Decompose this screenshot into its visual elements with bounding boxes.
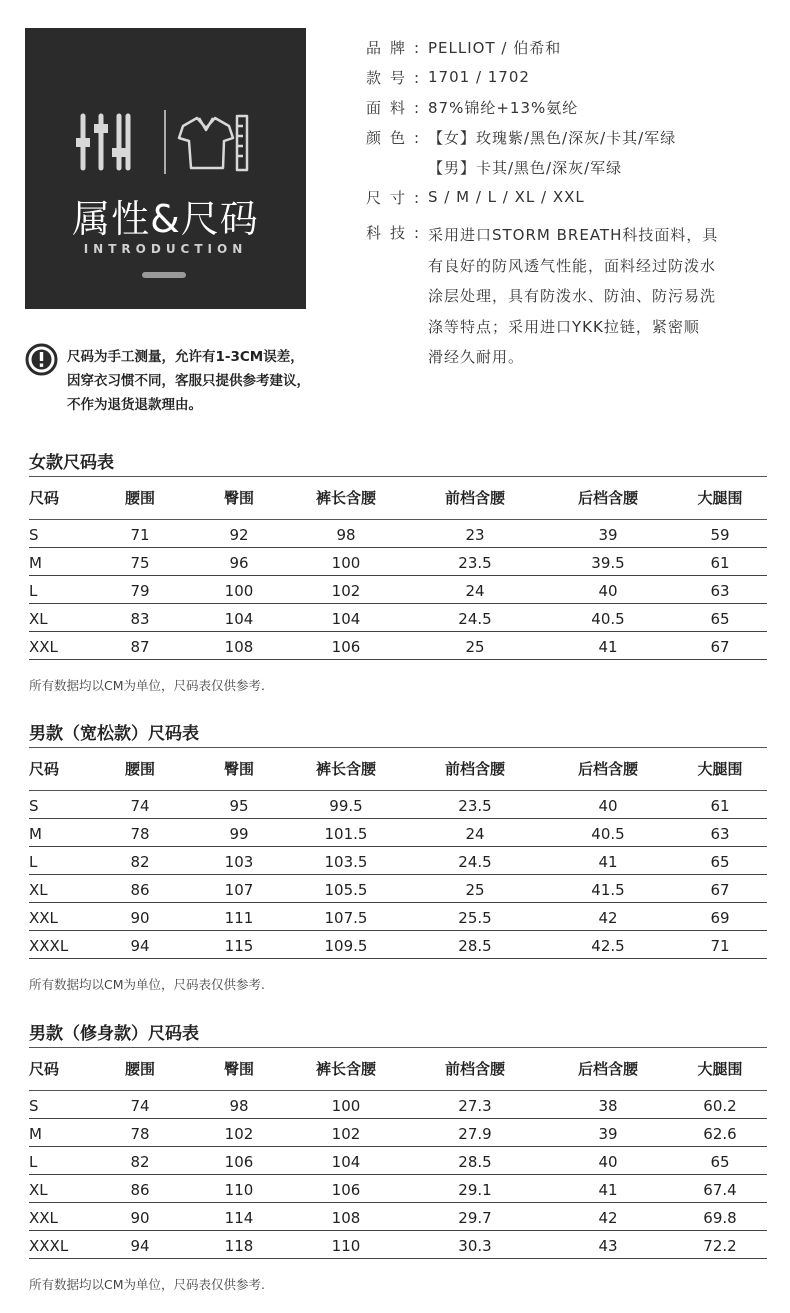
- table-cell: 65: [673, 846, 767, 874]
- notice-text: [67, 345, 310, 417]
- tech-line: 涤等特点；采用进口YKK拉链，紧密顺: [428, 317, 700, 336]
- table-cell: 106: [285, 1174, 407, 1202]
- table-cell: 63: [673, 818, 767, 846]
- tech-line: 有良好的防风透气性能，面料经过防泼水: [428, 256, 717, 275]
- attr-key: 科技:: [366, 224, 429, 242]
- table-cell: L: [29, 1146, 87, 1174]
- size-table: [29, 477, 767, 660]
- notice-line: 因穿衣习惯不同，客服只提供参考建议，: [67, 373, 310, 389]
- table-cell: 75: [87, 547, 193, 575]
- table-header-row: [29, 748, 767, 790]
- table-cell: S: [29, 790, 87, 818]
- tech-line: 滑经久耐用。: [428, 348, 525, 366]
- table-cell: 86: [87, 1174, 193, 1202]
- attr-brand: [366, 32, 766, 62]
- table-cell: 104: [285, 1146, 407, 1174]
- attr-value: 【男】卡其/黑色/深灰/军绿: [428, 158, 623, 177]
- table-cell: 78: [87, 1118, 193, 1146]
- table-cell: 72.2: [673, 1230, 767, 1258]
- table-cell: 30.3: [407, 1230, 543, 1258]
- attr-value: 87%锦纶+13%氨纶: [428, 98, 579, 117]
- table-cell: 69: [673, 902, 767, 930]
- table-footnote: 所有数据均以CM为单位，尺码表仅供参考.: [29, 976, 265, 992]
- column-header: 臀围: [193, 1048, 285, 1090]
- table-row: [29, 1146, 767, 1174]
- table-cell: 38: [543, 1090, 673, 1118]
- table-cell: 40: [543, 1146, 673, 1174]
- table-cell: 42: [543, 902, 673, 930]
- table-cell: 41.5: [543, 874, 673, 902]
- table-row: [29, 874, 767, 902]
- table-cell: 102: [285, 575, 407, 603]
- table-cell: 99.5: [285, 790, 407, 818]
- table-cell: 78: [87, 818, 193, 846]
- table-row: [29, 631, 767, 659]
- table-row: [29, 575, 767, 603]
- table-cell: 101.5: [285, 818, 407, 846]
- table-cell: 74: [87, 790, 193, 818]
- table-cell: 42: [543, 1202, 673, 1230]
- table-cell: 23.5: [407, 790, 543, 818]
- table-row: [29, 603, 767, 631]
- table-cell: 40.5: [543, 818, 673, 846]
- hero-underline: [142, 272, 186, 278]
- column-header: 尺码: [29, 748, 87, 790]
- shirt-ruler-icon: [179, 116, 247, 170]
- table-cell: 95: [193, 790, 285, 818]
- table-cell: 71: [87, 519, 193, 547]
- table-title: 女款尺码表: [29, 453, 114, 473]
- table-cell: 62.6: [673, 1118, 767, 1146]
- table-cell: M: [29, 547, 87, 575]
- table-cell: 83: [87, 603, 193, 631]
- table-cell: 102: [193, 1118, 285, 1146]
- column-header: 后档含腰: [543, 1048, 673, 1090]
- attr-color-women: [366, 122, 766, 152]
- size-table: [29, 748, 767, 959]
- table-cell: 28.5: [407, 1146, 543, 1174]
- table-cell: 102: [285, 1118, 407, 1146]
- table-cell: 107.5: [285, 902, 407, 930]
- column-header: 大腿围: [673, 477, 767, 519]
- table-row: [29, 846, 767, 874]
- table-cell: XXL: [29, 631, 87, 659]
- table-cell: 99: [193, 818, 285, 846]
- table-cell: 25: [407, 874, 543, 902]
- table-title: 男款（修身款）尺码表: [29, 1024, 199, 1044]
- column-header: 后档含腰: [543, 748, 673, 790]
- table-cell: 24: [407, 575, 543, 603]
- table-cell: 109.5: [285, 930, 407, 958]
- table-row: [29, 818, 767, 846]
- table-cell: 23.5: [407, 547, 543, 575]
- table-cell: 100: [285, 547, 407, 575]
- table-cell: 115: [193, 930, 285, 958]
- attr-model: [366, 62, 766, 92]
- table-cell: 71: [673, 930, 767, 958]
- table-footnote: 所有数据均以CM为单位，尺码表仅供参考.: [29, 677, 265, 693]
- table-cell: 40.5: [543, 603, 673, 631]
- column-header: 裤长含腰: [285, 477, 407, 519]
- column-header: 臀围: [193, 477, 285, 519]
- attr-key: 尺寸:: [366, 188, 429, 207]
- table-cell: 105.5: [285, 874, 407, 902]
- table-cell: 61: [673, 790, 767, 818]
- attr-key: 面料:: [366, 98, 429, 117]
- table-cell: 65: [673, 603, 767, 631]
- attr-value: 【女】玫瑰紫/黑色/深灰/卡其/军绿: [428, 128, 677, 147]
- table-cell: XXL: [29, 1202, 87, 1230]
- attr-value: PELLIOT / 伯希和: [428, 38, 562, 57]
- table-row: [29, 1090, 767, 1118]
- column-header: 前档含腰: [407, 477, 543, 519]
- table-row: [29, 1202, 767, 1230]
- table-cell: 25: [407, 631, 543, 659]
- attr-value: S / M / L / XL / XXL: [428, 188, 585, 206]
- table-cell: 74: [87, 1090, 193, 1118]
- table-cell: 65: [673, 1146, 767, 1174]
- table-cell: 23: [407, 519, 543, 547]
- table-row: [29, 547, 767, 575]
- table-cell: XXL: [29, 902, 87, 930]
- table-cell: M: [29, 818, 87, 846]
- table-cell: L: [29, 575, 87, 603]
- table-cell: 110: [285, 1230, 407, 1258]
- table-cell: 63: [673, 575, 767, 603]
- table-cell: 110: [193, 1174, 285, 1202]
- table-cell: 98: [285, 519, 407, 547]
- table-row: [29, 902, 767, 930]
- table-cell: 27.9: [407, 1118, 543, 1146]
- table-cell: 94: [87, 930, 193, 958]
- attr-key: 款号:: [366, 68, 429, 87]
- table-cell: 82: [87, 1146, 193, 1174]
- table-row: [29, 1174, 767, 1202]
- table-cell: 67.4: [673, 1174, 767, 1202]
- table-cell: 41: [543, 846, 673, 874]
- column-header: 臀围: [193, 748, 285, 790]
- column-header: 后档含腰: [543, 477, 673, 519]
- column-header: 裤长含腰: [285, 1048, 407, 1090]
- table-cell: 103: [193, 846, 285, 874]
- table-cell: 90: [87, 902, 193, 930]
- attr-color-men: [366, 152, 766, 182]
- attr-value: 1701 / 1702: [428, 68, 530, 86]
- table-cell: 29.1: [407, 1174, 543, 1202]
- table-cell: 118: [193, 1230, 285, 1258]
- table-cell: 42.5: [543, 930, 673, 958]
- table-cell: 96: [193, 547, 285, 575]
- table-header-row: [29, 477, 767, 519]
- sliders-icon: [76, 116, 128, 168]
- table-cell: 107: [193, 874, 285, 902]
- table-cell: 106: [285, 631, 407, 659]
- table-cell: 114: [193, 1202, 285, 1230]
- table-cell: M: [29, 1118, 87, 1146]
- attr-fabric: [366, 92, 766, 122]
- table-cell: 87: [87, 631, 193, 659]
- table-cell: 100: [193, 575, 285, 603]
- column-header: 前档含腰: [407, 748, 543, 790]
- attr-technology: [366, 220, 766, 373]
- table-cell: 29.7: [407, 1202, 543, 1230]
- table-row: [29, 790, 767, 818]
- table-cell: 90: [87, 1202, 193, 1230]
- table-cell: 67: [673, 631, 767, 659]
- size-table: [29, 1048, 767, 1259]
- table-cell: 39: [543, 519, 673, 547]
- table-cell: 79: [87, 575, 193, 603]
- table-cell: 40: [543, 575, 673, 603]
- table-cell: 106: [193, 1146, 285, 1174]
- attr-key: 品牌:: [366, 38, 429, 57]
- table-cell: 100: [285, 1090, 407, 1118]
- notice-line: 尺码为手工测量，允许有1-3CM误差，: [67, 349, 304, 365]
- table-row: [29, 1118, 767, 1146]
- table-cell: 86: [87, 874, 193, 902]
- table-cell: 24.5: [407, 603, 543, 631]
- table-cell: 82: [87, 846, 193, 874]
- table-cell: 43: [543, 1230, 673, 1258]
- table-cell: XL: [29, 874, 87, 902]
- table-title: 男款（宽松款）尺码表: [29, 724, 199, 744]
- table-cell: 24: [407, 818, 543, 846]
- tech-line: 采用进口STORM BREATH科技面料，具: [428, 226, 719, 244]
- table-cell: S: [29, 519, 87, 547]
- attr-size: [366, 182, 766, 212]
- table-cell: XL: [29, 603, 87, 631]
- table-row: [29, 1230, 767, 1258]
- table-cell: 39.5: [543, 547, 673, 575]
- size-table-men-slim: [29, 1021, 767, 1293]
- size-table-men-loose: [29, 721, 767, 993]
- table-row: [29, 930, 767, 958]
- hero-title: 属性&尺码: [72, 197, 259, 241]
- column-header: 裤长含腰: [285, 748, 407, 790]
- column-header: 尺码: [29, 477, 87, 519]
- table-cell: 94: [87, 1230, 193, 1258]
- table-cell: S: [29, 1090, 87, 1118]
- hero-icons: [25, 108, 306, 178]
- table-cell: 67: [673, 874, 767, 902]
- table-cell: L: [29, 846, 87, 874]
- column-header: 腰围: [87, 748, 193, 790]
- table-cell: 24.5: [407, 846, 543, 874]
- table-cell: 92: [193, 519, 285, 547]
- table-cell: 25.5: [407, 902, 543, 930]
- table-cell: 98: [193, 1090, 285, 1118]
- tech-line: 涂层处理，具有防泼水、防油、防污易洗: [428, 287, 717, 305]
- size-table-women: [29, 450, 767, 694]
- table-cell: 69.8: [673, 1202, 767, 1230]
- table-cell: 108: [285, 1202, 407, 1230]
- table-cell: 28.5: [407, 930, 543, 958]
- column-header: 大腿围: [673, 1048, 767, 1090]
- table-cell: 27.3: [407, 1090, 543, 1118]
- exclamation-circle-icon: [25, 343, 58, 376]
- column-header: 前档含腰: [407, 1048, 543, 1090]
- table-cell: 40: [543, 790, 673, 818]
- table-cell: 103.5: [285, 846, 407, 874]
- table-cell: 60.2: [673, 1090, 767, 1118]
- product-attributes: [366, 32, 766, 373]
- table-cell: 104: [285, 603, 407, 631]
- table-row: [29, 519, 767, 547]
- column-header: 尺码: [29, 1048, 87, 1090]
- column-header: 腰围: [87, 477, 193, 519]
- notice-line: 不作为退货退款理由。: [67, 397, 202, 413]
- table-cell: 104: [193, 603, 285, 631]
- attr-key: 颜色:: [366, 128, 429, 147]
- table-cell: 111: [193, 902, 285, 930]
- hero-banner: [25, 28, 306, 309]
- column-header: 大腿围: [673, 748, 767, 790]
- table-cell: 41: [543, 1174, 673, 1202]
- table-cell: XXXL: [29, 930, 87, 958]
- column-header: 腰围: [87, 1048, 193, 1090]
- table-header-row: [29, 1048, 767, 1090]
- table-cell: 39: [543, 1118, 673, 1146]
- table-cell: 41: [543, 631, 673, 659]
- attr-value: [428, 220, 758, 373]
- table-cell: XL: [29, 1174, 87, 1202]
- table-cell: 61: [673, 547, 767, 575]
- table-cell: 59: [673, 519, 767, 547]
- table-footnote: 所有数据均以CM为单位，尺码表仅供参考.: [29, 1276, 265, 1292]
- table-cell: 108: [193, 631, 285, 659]
- table-cell: XXXL: [29, 1230, 87, 1258]
- hero-subtitle: INTRODUCTION: [83, 242, 248, 256]
